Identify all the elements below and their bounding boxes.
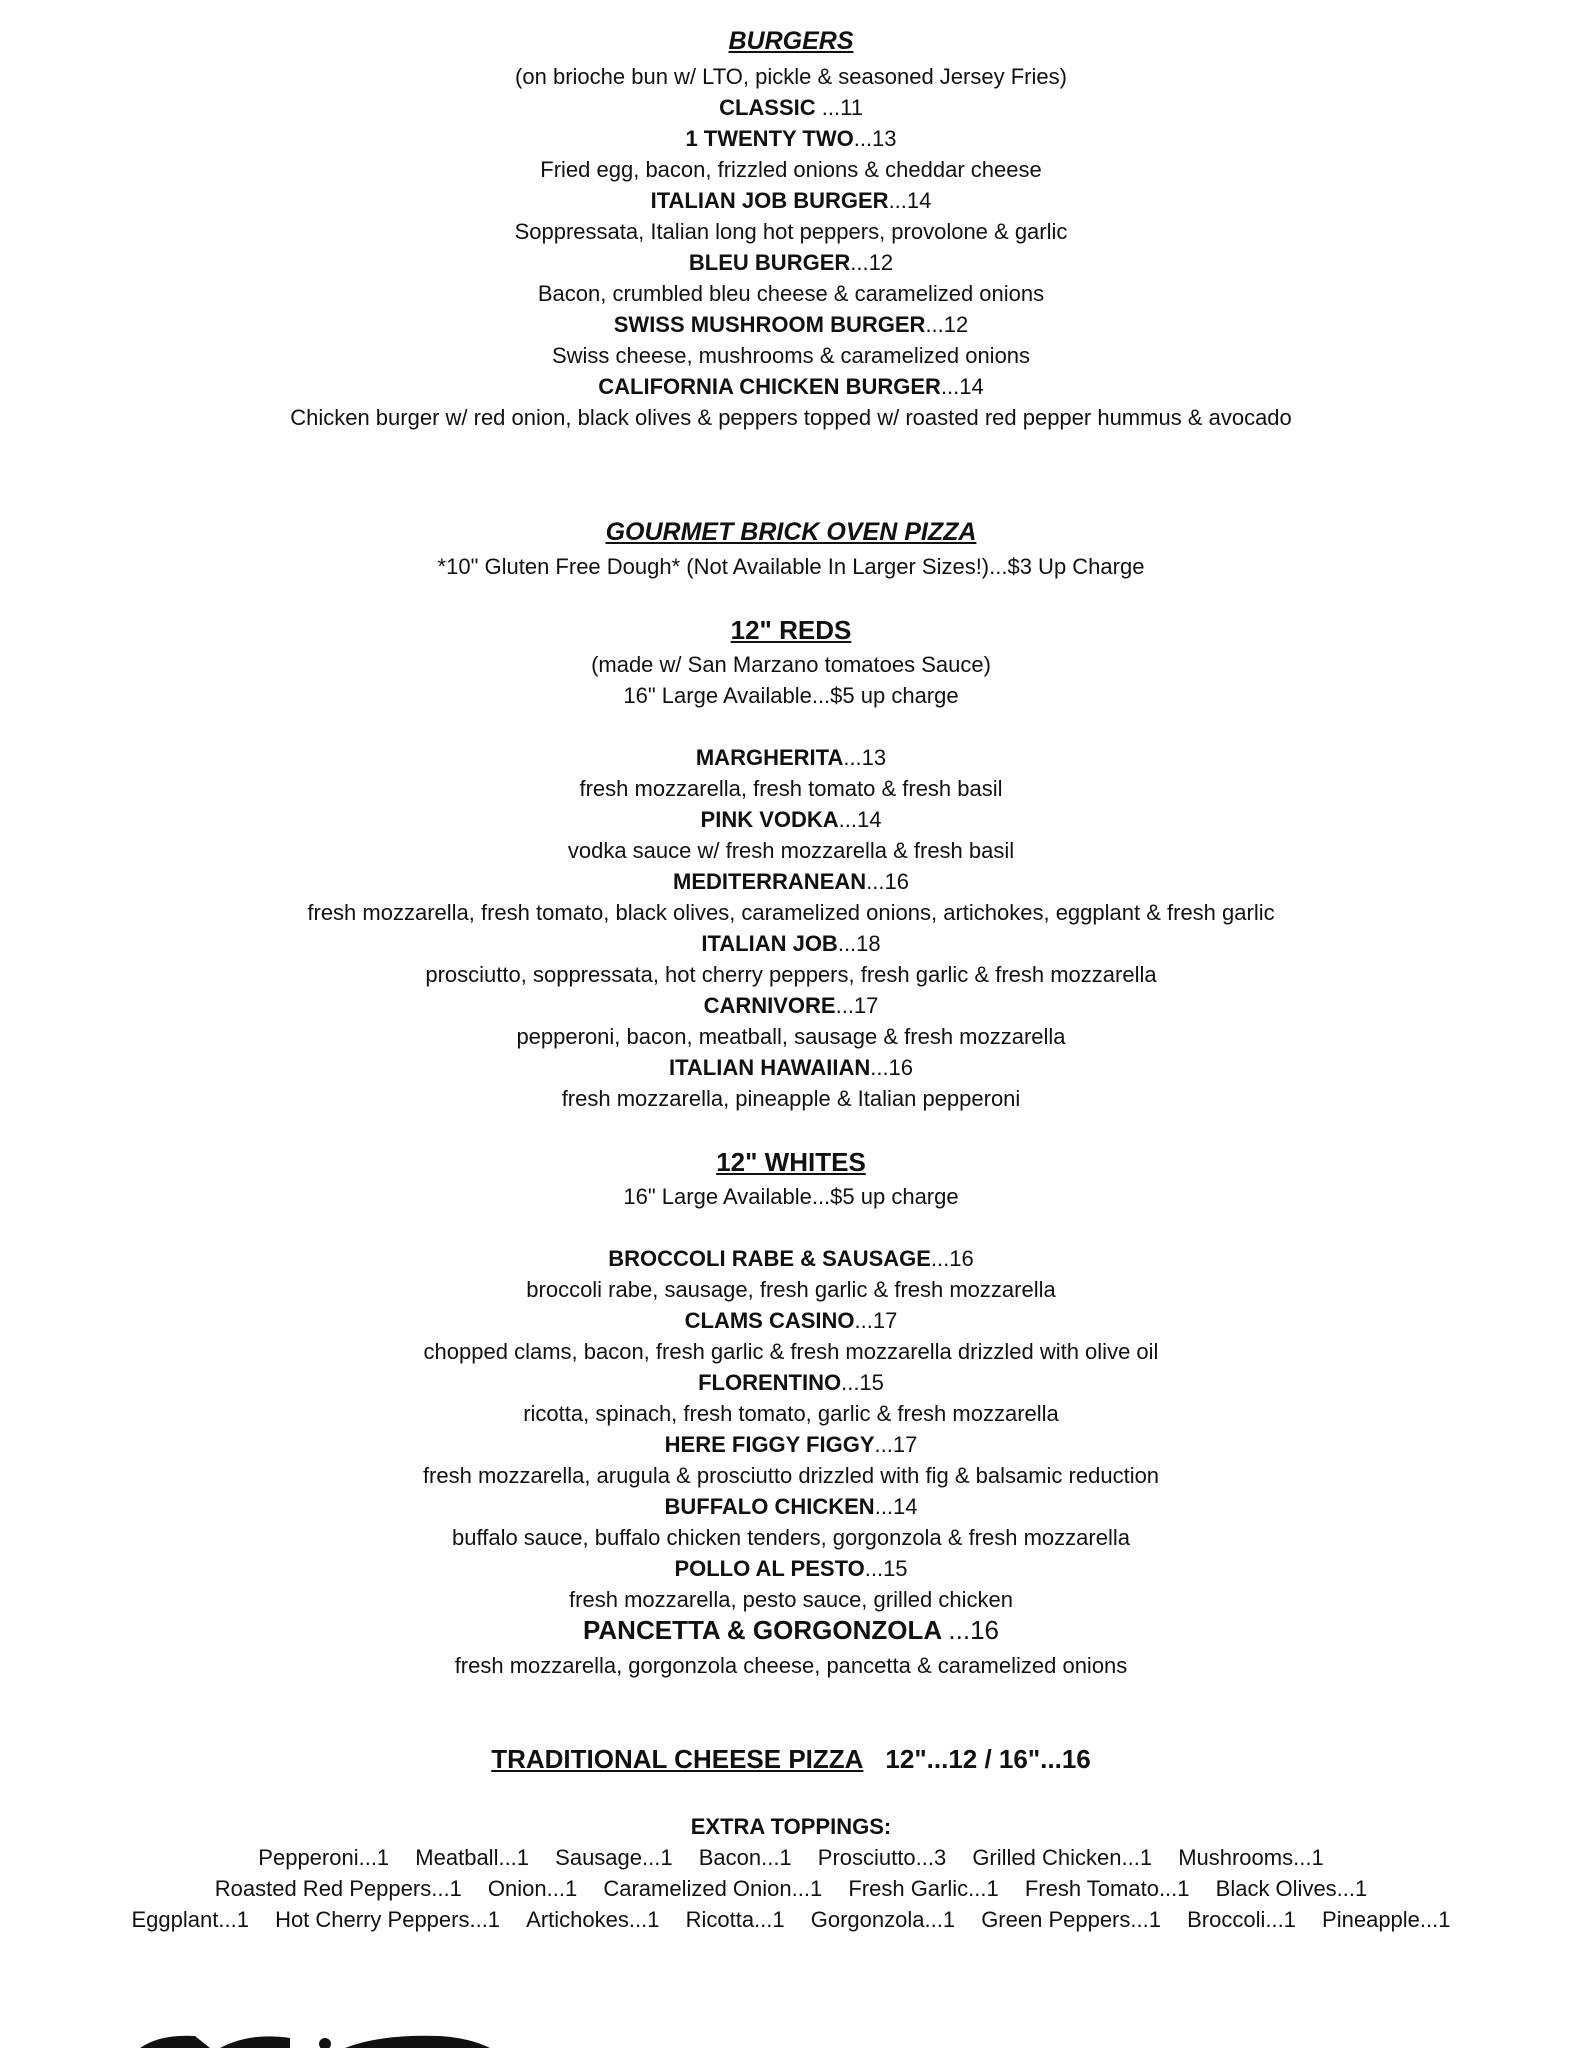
menu-item-bleu-burger xyxy=(0,247,1582,278)
reds-title: 12" REDS xyxy=(730,615,852,645)
menu-item-california-chicken-burger xyxy=(0,371,1582,402)
menu-item-italian-job xyxy=(0,928,1582,959)
item-name: FLORENTINO xyxy=(698,1370,842,1395)
item-price: ...13 xyxy=(843,745,887,770)
item-name: MARGHERITA xyxy=(695,745,844,770)
topping-item: Artichokes...1 xyxy=(526,1907,660,1932)
item-price: ...15 xyxy=(841,1370,884,1395)
item-name: BUFFALO CHICKEN xyxy=(664,1494,875,1519)
restaurant-logo xyxy=(140,2030,500,2048)
toppings-row-1 xyxy=(0,1842,1582,1873)
topping-item: Pepperoni...1 xyxy=(258,1845,390,1870)
topping-item: Green Peppers...1 xyxy=(981,1907,1161,1932)
extra-toppings-label: EXTRA TOPPINGS: xyxy=(690,1814,892,1839)
item-description: fresh mozzarella, gorgonzola cheese, pancetta & caramelized onions xyxy=(454,1653,1128,1678)
menu-item-broccoli-rabe-sausage xyxy=(0,1243,1582,1274)
reds-sauce-note: (made w/ San Marzano tomatoes Sauce) xyxy=(591,652,991,677)
item-price: ...14 xyxy=(838,807,882,832)
topping-item: Fresh Garlic...1 xyxy=(848,1876,999,1901)
topping-item: Ricotta...1 xyxy=(685,1907,785,1932)
item-description: broccoli rabe, sausage, fresh garlic & fresh mozzarella xyxy=(526,1277,1056,1302)
item-description: Swiss cheese, mushrooms & caramelized onions xyxy=(551,343,1031,368)
toppings-row-3 xyxy=(0,1904,1582,1935)
item-name: BLEU BURGER xyxy=(688,250,851,275)
item-description: buffalo sauce, buffalo chicken tenders, gorgonzola & fresh mozzarella xyxy=(452,1525,1130,1550)
topping-item: Bacon...1 xyxy=(698,1845,792,1870)
item-price: ...14 xyxy=(888,188,932,213)
menu-item-swiss-mushroom-burger xyxy=(0,309,1582,340)
item-description: chopped clams, bacon, fresh garlic & fresh mozzarella drizzled with olive oil xyxy=(423,1339,1159,1364)
item-name: MEDITERRANEAN xyxy=(673,869,867,894)
topping-item: Caramelized Onion...1 xyxy=(603,1876,823,1901)
topping-item: Hot Cherry Peppers...1 xyxy=(275,1907,501,1932)
topping-item: Onion...1 xyxy=(487,1876,578,1901)
item-price: ...15 xyxy=(864,1556,908,1581)
item-description: pepperoni, bacon, meatball, sausage & fresh mozzarella xyxy=(516,1024,1066,1049)
item-price: ...17 xyxy=(854,1308,898,1333)
item-price: ...16 xyxy=(948,1615,999,1645)
item-description: fresh mozzarella, pineapple & Italian pepperoni xyxy=(561,1086,1021,1111)
item-description: Bacon, crumbled bleu cheese & caramelized onions xyxy=(537,281,1045,306)
item-price: ...12 xyxy=(925,312,969,337)
item-price: ...11 xyxy=(821,95,863,120)
item-description: fresh mozzarella, fresh tomato & fresh basil xyxy=(579,776,1003,801)
item-name: CLASSIC xyxy=(719,95,822,120)
menu-item-carnivore xyxy=(0,990,1582,1021)
item-price: ...13 xyxy=(853,126,897,151)
item-name: 1 TWENTY TWO xyxy=(685,126,854,151)
menu-item-pink-vodka xyxy=(0,804,1582,835)
item-name: HERE FIGGY FIGGY xyxy=(664,1432,875,1457)
traditional-cheese-pizza xyxy=(0,1744,1582,1775)
item-name: BROCCOLI RABE & SAUSAGE xyxy=(608,1246,931,1271)
menu-item-buffalo-chicken xyxy=(0,1491,1582,1522)
item-price: ...16 xyxy=(866,869,909,894)
topping-item: Gorgonzola...1 xyxy=(810,1907,956,1932)
item-description: fresh mozzarella, pesto sauce, grilled chicken xyxy=(569,1587,1013,1612)
menu-item-mediterranean xyxy=(0,866,1582,897)
menu-item-margherita xyxy=(0,742,1582,773)
topping-item: Grilled Chicken...1 xyxy=(972,1845,1153,1870)
topping-item: Broccoli...1 xyxy=(1187,1907,1296,1932)
item-price: ...17 xyxy=(874,1432,918,1457)
topping-item: Fresh Tomato...1 xyxy=(1024,1876,1190,1901)
item-price: ...16 xyxy=(870,1055,914,1080)
menu-item-italian-hawaiian xyxy=(0,1052,1582,1083)
menu-item-here-figgy-figgy xyxy=(0,1429,1582,1460)
traditional-prices: 12"...12 / 16"...16 xyxy=(885,1744,1091,1774)
item-price: ...16 xyxy=(930,1246,974,1271)
menu-item-clams-casino xyxy=(0,1305,1582,1336)
whites-large-note: 16" Large Available...$5 up charge xyxy=(623,1184,959,1209)
item-name: CARNIVORE xyxy=(703,993,836,1018)
menu-item-1-twenty-two xyxy=(0,123,1582,154)
topping-item: Meatball...1 xyxy=(415,1845,530,1870)
pizza-title: GOURMET BRICK OVEN PIZZA xyxy=(605,518,977,546)
traditional-title: TRADITIONAL CHEESE PIZZA xyxy=(491,1744,864,1774)
reds-large-note: 16" Large Available...$5 up charge xyxy=(623,683,959,708)
item-name: ITALIAN JOB xyxy=(701,931,838,956)
item-name: ITALIAN JOB BURGER xyxy=(650,188,889,213)
topping-item: Black Olives...1 xyxy=(1215,1876,1368,1901)
item-name: SWISS MUSHROOM BURGER xyxy=(613,312,926,337)
topping-item: Sausage...1 xyxy=(555,1845,673,1870)
item-name: POLLO AL PESTO xyxy=(674,1556,865,1581)
topping-item: Pineapple...1 xyxy=(1322,1907,1451,1932)
item-description: Fried egg, bacon, frizzled onions & cheddar cheese xyxy=(540,157,1042,182)
item-price: ...12 xyxy=(850,250,894,275)
item-name: CALIFORNIA CHICKEN BURGER xyxy=(598,374,941,399)
topping-item: Roasted Red Peppers...1 xyxy=(214,1876,462,1901)
item-description: fresh mozzarella, fresh tomato, black olives, caramelized onions, artichokes, eggplant & fresh garlic xyxy=(307,900,1275,925)
item-price: ...18 xyxy=(837,931,881,956)
whites-title: 12" WHITES xyxy=(716,1147,866,1177)
topping-item: Mushrooms...1 xyxy=(1178,1845,1324,1870)
topping-item: Prosciutto...3 xyxy=(817,1845,947,1870)
item-description: Soppressata, Italian long hot peppers, provolone & garlic xyxy=(514,219,1068,244)
item-price: ...14 xyxy=(940,374,984,399)
burgers-title: BURGERS xyxy=(728,27,854,55)
item-name: PINK VODKA xyxy=(700,807,839,832)
item-description: ricotta, spinach, fresh tomato, garlic & fresh mozzarella xyxy=(523,1401,1059,1426)
item-description: Chicken burger w/ red onion, black olives & peppers topped w/ roasted red pepper hummus & avocado xyxy=(290,405,1292,430)
item-price: ...17 xyxy=(835,993,879,1018)
item-description: prosciutto, soppressata, hot cherry peppers, fresh garlic & fresh mozzarella xyxy=(425,962,1157,987)
item-description: fresh mozzarella, arugula & prosciutto drizzled with fig & balsamic reduction xyxy=(422,1463,1160,1488)
item-description: vodka sauce w/ fresh mozzarella & fresh basil xyxy=(567,838,1015,863)
menu-item-italian-job-burger xyxy=(0,185,1582,216)
toppings-row-2 xyxy=(0,1873,1582,1904)
topping-item: Eggplant...1 xyxy=(131,1907,249,1932)
menu-item-pollo-al-pesto xyxy=(0,1553,1582,1584)
menu-item-pancetta-gorgonzola xyxy=(0,1615,1582,1647)
item-price: ...14 xyxy=(874,1494,918,1519)
menu-item-classic xyxy=(0,92,1582,123)
item-name: PANCETTA & GORGONZOLA xyxy=(582,1615,949,1645)
menu-item-florentino xyxy=(0,1367,1582,1398)
item-name: ITALIAN HAWAIIAN xyxy=(668,1055,871,1080)
burgers-subtitle: (on brioche bun w/ LTO, pickle & seasoned Jersey Fries) xyxy=(515,64,1067,89)
item-name: CLAMS CASINO xyxy=(684,1308,855,1333)
gluten-free-note: *10" Gluten Free Dough* (Not Available In Larger Sizes!)...$3 Up Charge xyxy=(437,554,1145,579)
